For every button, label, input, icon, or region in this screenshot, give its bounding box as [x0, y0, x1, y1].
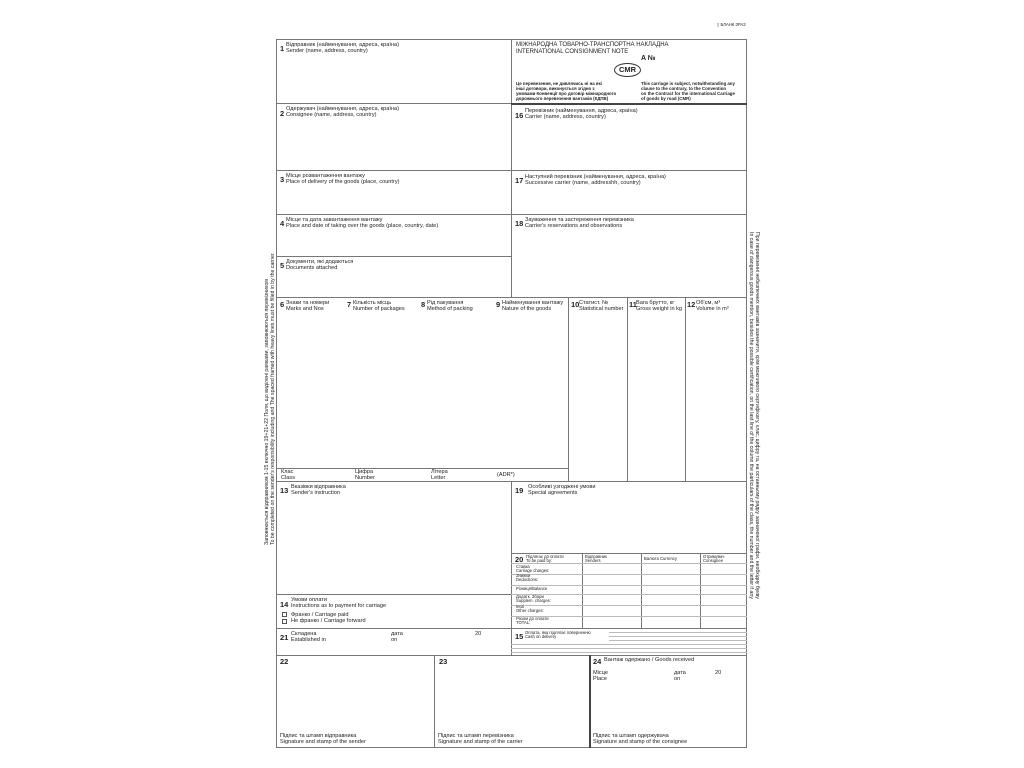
box-2-label-en: Consignee (name, address, country) — [286, 112, 377, 118]
box-9-label-en: Nature of the goods — [502, 306, 552, 312]
box-13-number: 13 — [280, 486, 289, 495]
box-4-label-ua: Місце та дата завантаження вантажу — [286, 217, 383, 223]
clause-ua-1: Це перевезення, не дивлячись ні на які — [516, 81, 602, 86]
adr-number-ua: Цифра — [355, 469, 374, 475]
clause-en-1: This carriage is subject, notwithstanding any — [641, 81, 735, 86]
adr-letter-en: Letter — [431, 475, 446, 481]
divider — [589, 655, 591, 748]
box-10-label-ua: Статист. № — [579, 300, 609, 306]
side-note-left-ua: Заповнюється відправником 1-15 включно 19+21+22 Поля, що виділені рамками, заповнюються перевізником — [264, 279, 270, 545]
row-deductions-en: Deductions: — [516, 577, 539, 582]
box-18-label-en: Carrier's reservations and observations — [525, 223, 623, 229]
box-23-label-en: Signature and stamp of the carrier — [438, 739, 523, 745]
box-14-label-en: Instructions as to payment for carriage — [291, 603, 387, 609]
box-24-date-en: on — [674, 676, 681, 682]
box-3-label-en: Place of delivery of the goods (place, country) — [286, 179, 400, 185]
box-5-label-en: Documents attached — [286, 265, 338, 271]
cmr-logo — [614, 63, 641, 77]
side-note-left-en: To be completed on the sender's responsibility including and The spaced framed with heavy lines must be filled in by the carrier — [270, 253, 276, 545]
row-carriage-en: Carriage charges: — [516, 568, 550, 573]
adr-class-en: Class — [281, 475, 295, 481]
side-note-right-en: In case of dangerous goods mention, besides the possible certification, on the last line of the column the particulars of the class, the number and the letter if any — [748, 232, 754, 599]
table-row — [511, 605, 747, 606]
box-22-label-ua: Підпис та штамп відправника — [280, 733, 357, 739]
col-senders-ua: Відправник — [585, 554, 607, 559]
table-row — [511, 652, 747, 653]
title-ua: МІЖНАРОДНА ТОВАРНО-ТРАНСПОРТНА НАКЛАДНА — [516, 42, 669, 48]
box-7-label-en: Number of packages — [353, 306, 405, 312]
box-6-label-en: Marks and Nos — [286, 306, 324, 312]
box-5-number: 5 — [280, 261, 285, 270]
box-1-label-en: Sender (name, address, country) — [286, 48, 368, 54]
table-row — [609, 632, 747, 633]
carriage-paid-checkbox[interactable] — [282, 612, 287, 617]
row-total-en: TOTAL: — [516, 620, 531, 625]
box-8-label-ua: Рід пакування — [427, 300, 464, 306]
divider — [276, 468, 569, 469]
box-12-number: 12 — [687, 300, 696, 309]
number-label: A № — [641, 55, 656, 62]
col-consignee-ua: Отримувач — [703, 554, 725, 559]
box-23-label-ua: Підпис та штамп перевізника — [438, 733, 514, 739]
row-other-en: Other charges: — [516, 608, 544, 613]
box-15-label-en: Cash on delivery — [525, 634, 557, 639]
table-row — [609, 636, 747, 637]
col-currency: Валюта Currency — [644, 556, 677, 561]
table-row — [511, 594, 747, 595]
box-20-label-ua: Підлягає до оплати — [526, 554, 564, 559]
box-22-label-en: Signature and stamp of the sender — [280, 739, 366, 745]
box-24-place-ua: Місце — [593, 670, 608, 676]
divider — [276, 170, 511, 171]
box-14-number: 14 — [280, 600, 289, 609]
box-5-label-ua: Документи, які додаються — [286, 259, 354, 265]
box-13-label-en: Sender's instruction — [291, 490, 340, 496]
box-18-label-ua: Зауваження та застереження перевізника — [525, 217, 634, 223]
box-21-number: 21 — [280, 633, 289, 642]
table-row — [511, 574, 747, 575]
adr-class-ua: Клас — [281, 469, 294, 475]
adr-number-en: Number — [355, 475, 375, 481]
divider — [511, 214, 747, 215]
box-21-year: 20 — [475, 631, 482, 637]
row-carriage-ua: Ставка — [516, 564, 530, 569]
cmr-logo-text: CMR — [618, 65, 637, 74]
box-24-number: 24 — [593, 657, 602, 666]
row-other-ua: Інші — [516, 604, 524, 609]
divider — [511, 103, 747, 105]
carriage-forward-label: Не франко / Carriage forward — [291, 618, 366, 624]
box-24-place-en: Place — [593, 676, 607, 682]
row-total-ua: Разом до оплати — [516, 616, 549, 621]
box-16-label-en: Carrier (name, address, country) — [525, 114, 606, 120]
col-senders-en: Senders — [585, 558, 601, 563]
box-1-number: 1 — [280, 44, 285, 53]
box-21-label-en: Established in — [291, 637, 326, 643]
box-4-label-en: Place and date of taking over the goods (place, country, date) — [286, 223, 439, 229]
carriage-paid-label: Франко / Carriage paid — [291, 612, 349, 618]
box-11-label-ua: Вага брутто, кг — [636, 300, 675, 306]
box-17-number: 17 — [515, 176, 524, 185]
divider — [276, 297, 747, 298]
box-24-label-ua: Підпис та штамп одержувача — [593, 733, 669, 739]
top-right-mark: ▯ БЛАНК ЗРАЗ — [717, 22, 746, 27]
box-12-label-ua: Об'єм, м³ — [696, 300, 721, 306]
divider — [511, 170, 747, 171]
box-21-date-ua: дата — [391, 631, 403, 637]
box-20-label-en: To be paid by: — [526, 558, 553, 563]
clause-en-3: on the Contract for the international Carriage — [641, 91, 735, 96]
title-en: INTERNATIONAL CONSIGNMENT NOTE — [516, 49, 629, 55]
box-13-label-ua: Вказівки відправника — [291, 484, 346, 490]
row-balance: Різниця/Balance — [516, 586, 548, 591]
side-note-right-ua: При перевезенні небезпечних вантажів зазначити, крім можливого сертифікату, клас, цифру та, на останньому рядку зазначеної графи, необхідну букву — [754, 232, 760, 599]
box-10-number: 10 — [571, 300, 580, 309]
box-19-label-en: Special agreements — [528, 490, 578, 496]
col-consignee-en: Consignee — [703, 558, 724, 563]
divider — [276, 628, 747, 629]
box-11-label-en: Gross weight in kg — [636, 306, 683, 312]
box-24-date-ua: дата — [674, 670, 686, 676]
box-11-number: 11 — [629, 300, 637, 309]
box-17-label-en: Successive carrier (name, addresshh, country) — [525, 180, 641, 186]
carriage-forward-checkbox[interactable] — [282, 619, 287, 624]
adr-label: (ADR*) — [497, 472, 515, 478]
divider — [276, 214, 511, 215]
box-17-label-ua: Наступний перевізник (найменування, адреса, країна) — [525, 174, 666, 180]
box-7-number: 7 — [347, 300, 352, 309]
box-4-number: 4 — [280, 219, 285, 228]
box-10-label-en: Statistical number — [579, 306, 624, 312]
box-24-year: 20 — [715, 670, 722, 676]
box-9-label-ua: Найменування вантажу — [502, 300, 564, 306]
table-row — [511, 648, 747, 649]
box-9-number: 9 — [496, 300, 501, 309]
row-deductions-ua: Знижки — [516, 573, 531, 578]
box-16-label-ua: Перевізник (найменування, адреса, країна) — [525, 108, 638, 114]
box-7-label-ua: Кількість місць — [353, 300, 392, 306]
box-1-label-ua: Відправник (найменування, адреса, країна) — [286, 42, 399, 48]
table-row — [609, 640, 747, 641]
box-3-number: 3 — [280, 175, 285, 184]
box-8-number: 8 — [421, 300, 426, 309]
box-20-number: 20 — [515, 555, 524, 564]
box-8-label-en: Method of packing — [427, 306, 473, 312]
box-2-number: 2 — [280, 109, 285, 118]
divider — [276, 655, 747, 656]
divider — [627, 297, 628, 481]
divider — [276, 256, 511, 257]
box-22-number: 22 — [280, 657, 289, 666]
box-15-number: 15 — [515, 632, 524, 641]
box-18-number: 18 — [515, 219, 524, 228]
box-19-number: 19 — [515, 486, 524, 495]
table-row — [511, 644, 747, 645]
box-19-label-ua: Особливі узгоджені умови — [528, 484, 596, 490]
divider — [568, 297, 569, 481]
clause-ua-3: умовами Конвенції про договір міжнародного — [516, 91, 617, 96]
clause-en-2: clause to the contrary, to the Convention — [641, 86, 727, 91]
clause-ua-2: інші договори, виконується згідно з — [516, 86, 595, 91]
clause-ua-4: дорожнього перевезення вантажів (КДПВ) — [516, 96, 609, 101]
divider — [685, 297, 686, 481]
divider — [434, 655, 435, 748]
divider — [276, 594, 511, 595]
box-6-number: 6 — [280, 300, 285, 309]
box-2-label-ua: Одержувач (найменування, адреса, країна) — [286, 106, 399, 112]
box-6-label-ua: Знаки та номери — [286, 300, 330, 306]
divider — [511, 39, 512, 298]
adr-letter-ua: Літера — [431, 469, 448, 475]
divider — [276, 103, 511, 104]
box-21-date-en: on — [391, 637, 398, 643]
box-21-label-ua: Складена — [291, 631, 317, 637]
box-12-label-en: Volume in m³ — [696, 306, 729, 312]
row-supplem-en: Supplem. charges: — [516, 598, 551, 603]
box-16-number: 16 — [515, 111, 524, 120]
box-3-label-ua: Місце розвантаження вантажу — [286, 173, 365, 179]
clause-en-4: of goods by road (CMR) — [641, 96, 691, 101]
box-15-label-ua: Оплата, яка підлягає поверненню — [525, 630, 591, 635]
box-24-heading: Вантаж одержано / Goods received — [604, 657, 695, 663]
box-24-label-en: Signature and stamp of the consignee — [593, 739, 688, 745]
row-supplem-ua: Додатк. Збори — [516, 594, 544, 599]
box-14-label-ua: Умови оплати — [291, 597, 327, 603]
box-23-number: 23 — [439, 657, 448, 666]
